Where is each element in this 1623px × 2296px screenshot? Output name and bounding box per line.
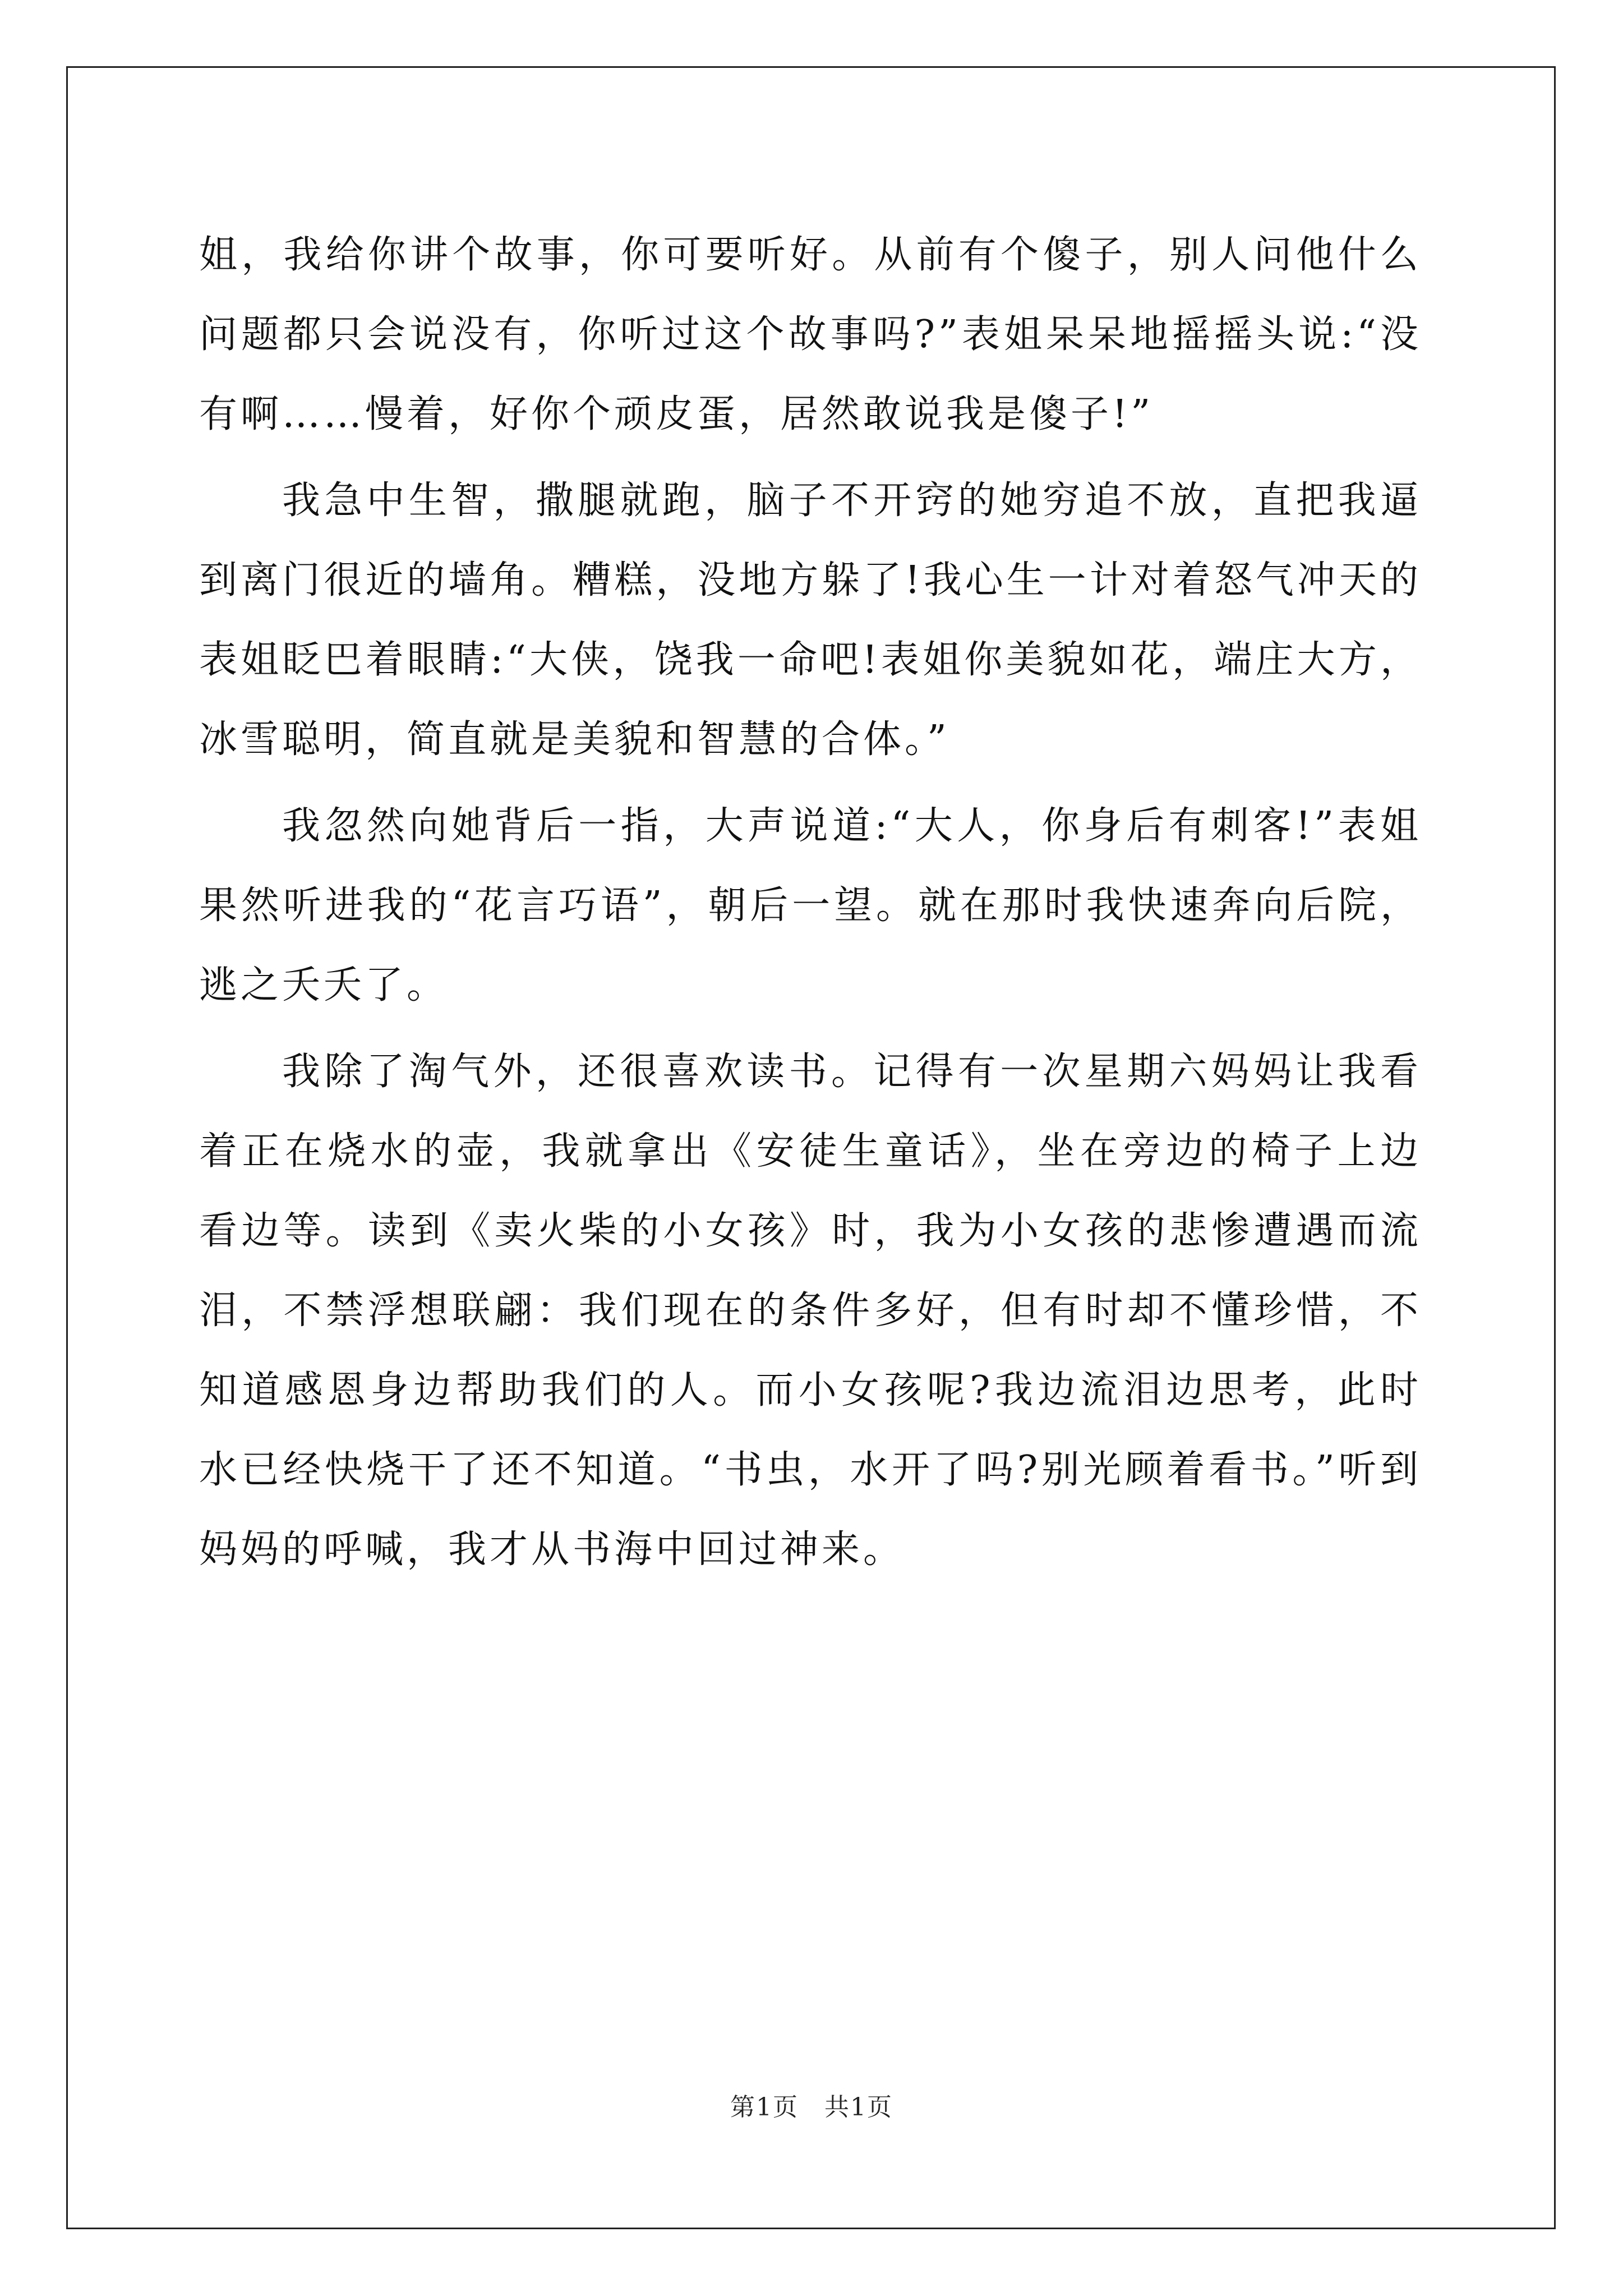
page-footer: 第1页 共1页	[730, 2093, 893, 2122]
paragraph-4: 我除了淘气外，还很喜欢读书。记得有一次星期六妈妈让我看着正在烧水的壶，我就拿出《安徒生童话》，坐在旁边的椅子上边看边等。读到《卖火柴的小女孩》时，我为小女孩的悲惨遭遇而流泪，不禁浮想联翩：我们现在的条件多好，但有时却不懂珍惜，不知道感恩身边帮助我们的人。而小女孩呢?我边流泪边思考，此时水已经快烧干了还不知道。“书虫，水开了吗?别光顾着看书。”听到妈妈的呼喊，我才从书海中回过神来。	[199, 1050, 1422, 1572]
paragraph-2: 我急中生智，撒腿就跑，脑子不开窍的她穷追不放，直把我逼到离门很近的墙角。糟糕，没地方躲了!我心生一计对着怒气冲天的表姐眨巴着眼睛:“大侠，饶我一命吧!表姐你美貌如花，端庄大方，冰雪聪明，简直就是美貌和智慧的合体。”	[199, 478, 1422, 762]
paragraph-3: 我忽然向她背后一指，大声说道:“大人，你身后有刺客!”表姐果然听进我的“花言巧语”，朝后一望。就在那时我快速奔向后院，逃之夭夭了。	[199, 804, 1422, 1007]
document-body	[199, 215, 1422, 1590]
paragraph-1: 姐，我给你讲个故事，你可要听好。从前有个傻子，别人问他什么问题都只会说没有，你听过这个故事吗?”表姐呆呆地摇摇头说:“没有啊……慢着，好你个顽皮蛋，居然敢说我是傻子!”	[199, 233, 1422, 436]
